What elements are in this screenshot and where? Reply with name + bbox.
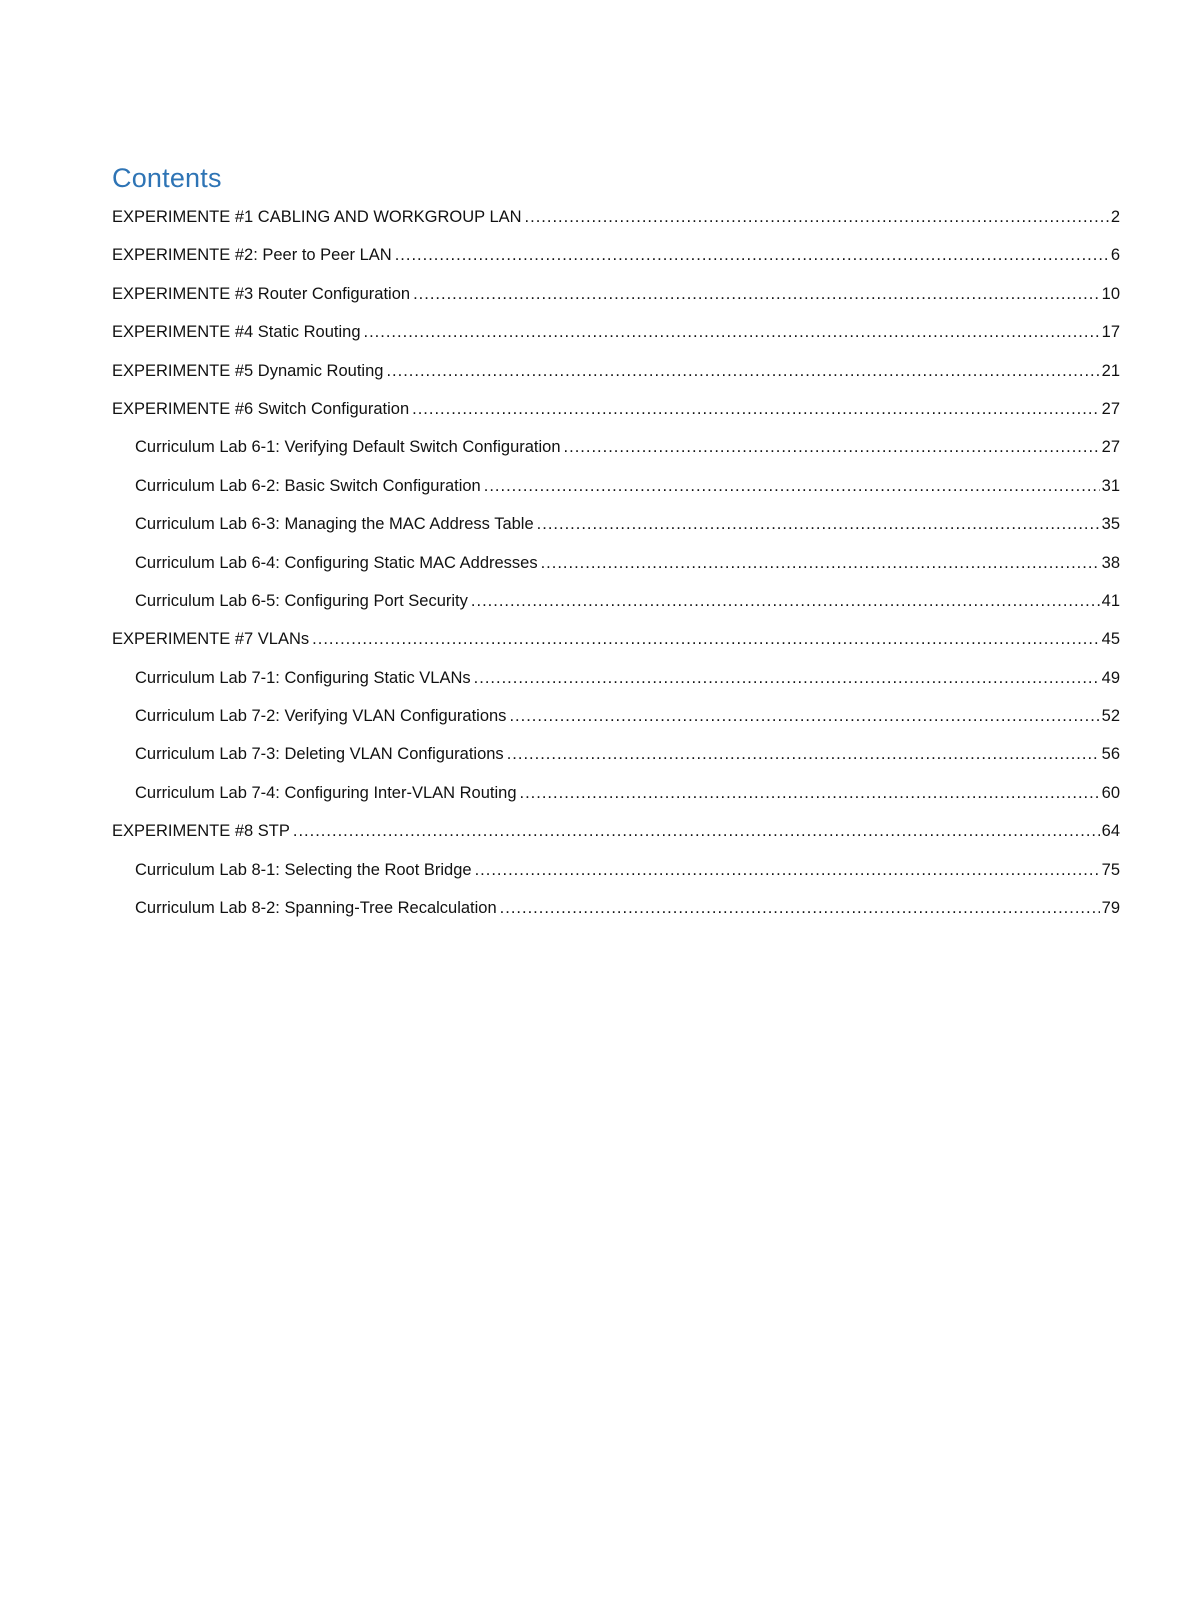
toc-entry-title: Curriculum Lab 6-5: Configuring Port Security [135, 591, 468, 610]
toc-entry-title: Curriculum Lab 7-2: Verifying VLAN Configurations [135, 707, 507, 726]
toc-entry-title: Curriculum Lab 7-1: Configuring Static VLANs [135, 668, 471, 687]
toc-page-number: 38 [1101, 553, 1120, 572]
toc-dot-leader [364, 321, 1100, 343]
toc-dot-leader [475, 859, 1100, 881]
toc-entry-title: Curriculum Lab 7-4: Configuring Inter-VLAN Routing [135, 783, 517, 802]
toc-entry-title: EXPERIMENTE #2: Peer to Peer LAN [112, 246, 392, 265]
toc-entry[interactable] [112, 206, 1120, 244]
toc-page-number: 64 [1101, 822, 1120, 841]
toc-dot-leader [507, 743, 1100, 765]
toc-dot-leader [509, 705, 1099, 727]
toc-page-number: 35 [1101, 515, 1120, 534]
toc-list [112, 206, 1120, 935]
toc-dot-leader [520, 782, 1100, 804]
toc-page-number: 45 [1101, 630, 1120, 649]
toc-dot-leader [564, 436, 1100, 458]
toc-page-number: 10 [1101, 284, 1120, 303]
toc-entry[interactable] [112, 897, 1120, 935]
toc-page-number: 2 [1110, 208, 1120, 226]
toc-page-number: 17 [1101, 323, 1120, 342]
toc-entry[interactable] [112, 244, 1120, 282]
toc-dot-leader [500, 897, 1100, 919]
toc-entry-title: Curriculum Lab 6-4: Configuring Static MAC Addresses [135, 553, 538, 572]
toc-entry[interactable] [112, 321, 1120, 359]
toc-entry[interactable] [112, 360, 1120, 398]
toc-entry-title: EXPERIMENTE #1 CABLING AND WORKGROUP LAN [112, 208, 522, 226]
toc-dot-leader [395, 244, 1109, 266]
toc-dot-leader [386, 360, 1099, 382]
toc-dot-leader [412, 398, 1100, 420]
toc-entry[interactable] [112, 283, 1120, 321]
toc-page-number: 56 [1101, 745, 1120, 764]
toc-entry-title: Curriculum Lab 8-2: Spanning-Tree Recalculation [135, 899, 497, 918]
toc-entry-title: EXPERIMENTE #4 Static Routing [112, 323, 361, 342]
toc-page-number: 31 [1101, 476, 1120, 495]
toc-dot-leader [413, 283, 1100, 305]
toc-entry[interactable] [112, 436, 1120, 474]
toc-page-number: 75 [1101, 860, 1120, 879]
toc-page-number: 60 [1101, 783, 1120, 802]
toc-page-number: 27 [1101, 399, 1120, 418]
toc-entry-title: EXPERIMENTE #8 STP [112, 822, 290, 841]
toc-entry[interactable] [112, 552, 1120, 590]
toc-entry-title: Curriculum Lab 7-3: Deleting VLAN Configurations [135, 745, 504, 764]
toc-entry[interactable] [112, 590, 1120, 628]
toc-entry[interactable] [112, 743, 1120, 781]
toc-entry-title: EXPERIMENTE #5 Dynamic Routing [112, 361, 384, 380]
toc-page-number: 6 [1110, 246, 1120, 265]
toc-entry[interactable] [112, 820, 1120, 858]
toc-entry-title: EXPERIMENTE #3 Router Configuration [112, 284, 411, 303]
toc-entry[interactable] [112, 705, 1120, 743]
toc-entry[interactable] [112, 667, 1120, 705]
toc-entry[interactable] [112, 475, 1120, 513]
toc-dot-leader [484, 475, 1100, 497]
toc-entry-title: Curriculum Lab 6-2: Basic Switch Configuration [135, 476, 481, 495]
toc-dot-leader [474, 667, 1100, 689]
toc-entry-title: Curriculum Lab 8-1: Selecting the Root Bridge [135, 860, 472, 879]
toc-entry[interactable] [112, 859, 1120, 897]
toc-page-number: 21 [1101, 361, 1120, 380]
toc-dot-leader [541, 552, 1100, 574]
toc-page-number: 52 [1101, 707, 1120, 726]
table-of-contents [112, 160, 1120, 935]
toc-dot-leader [537, 513, 1100, 535]
toc-page-number: 27 [1101, 438, 1120, 457]
toc-entry[interactable] [112, 782, 1120, 820]
toc-page-number: 79 [1101, 899, 1120, 918]
toc-dot-leader [312, 628, 1099, 650]
toc-dot-leader [471, 590, 1100, 612]
toc-page-number: 41 [1101, 591, 1120, 610]
toc-entry-title: EXPERIMENTE #7 VLANs [112, 630, 310, 649]
toc-entry-title: Curriculum Lab 6-1: Verifying Default Switch Configuration [135, 438, 561, 457]
toc-dot-leader [525, 206, 1109, 228]
toc-entry[interactable] [112, 398, 1120, 436]
toc-entry[interactable] [112, 628, 1120, 666]
toc-page-number: 49 [1101, 668, 1120, 687]
toc-entry-title: Curriculum Lab 6-3: Managing the MAC Address Table [135, 515, 534, 534]
toc-heading: Contents [112, 163, 222, 193]
toc-entry[interactable] [112, 513, 1120, 551]
toc-entry-title: EXPERIMENTE #6 Switch Configuration [112, 399, 410, 418]
toc-dot-leader [293, 820, 1100, 842]
